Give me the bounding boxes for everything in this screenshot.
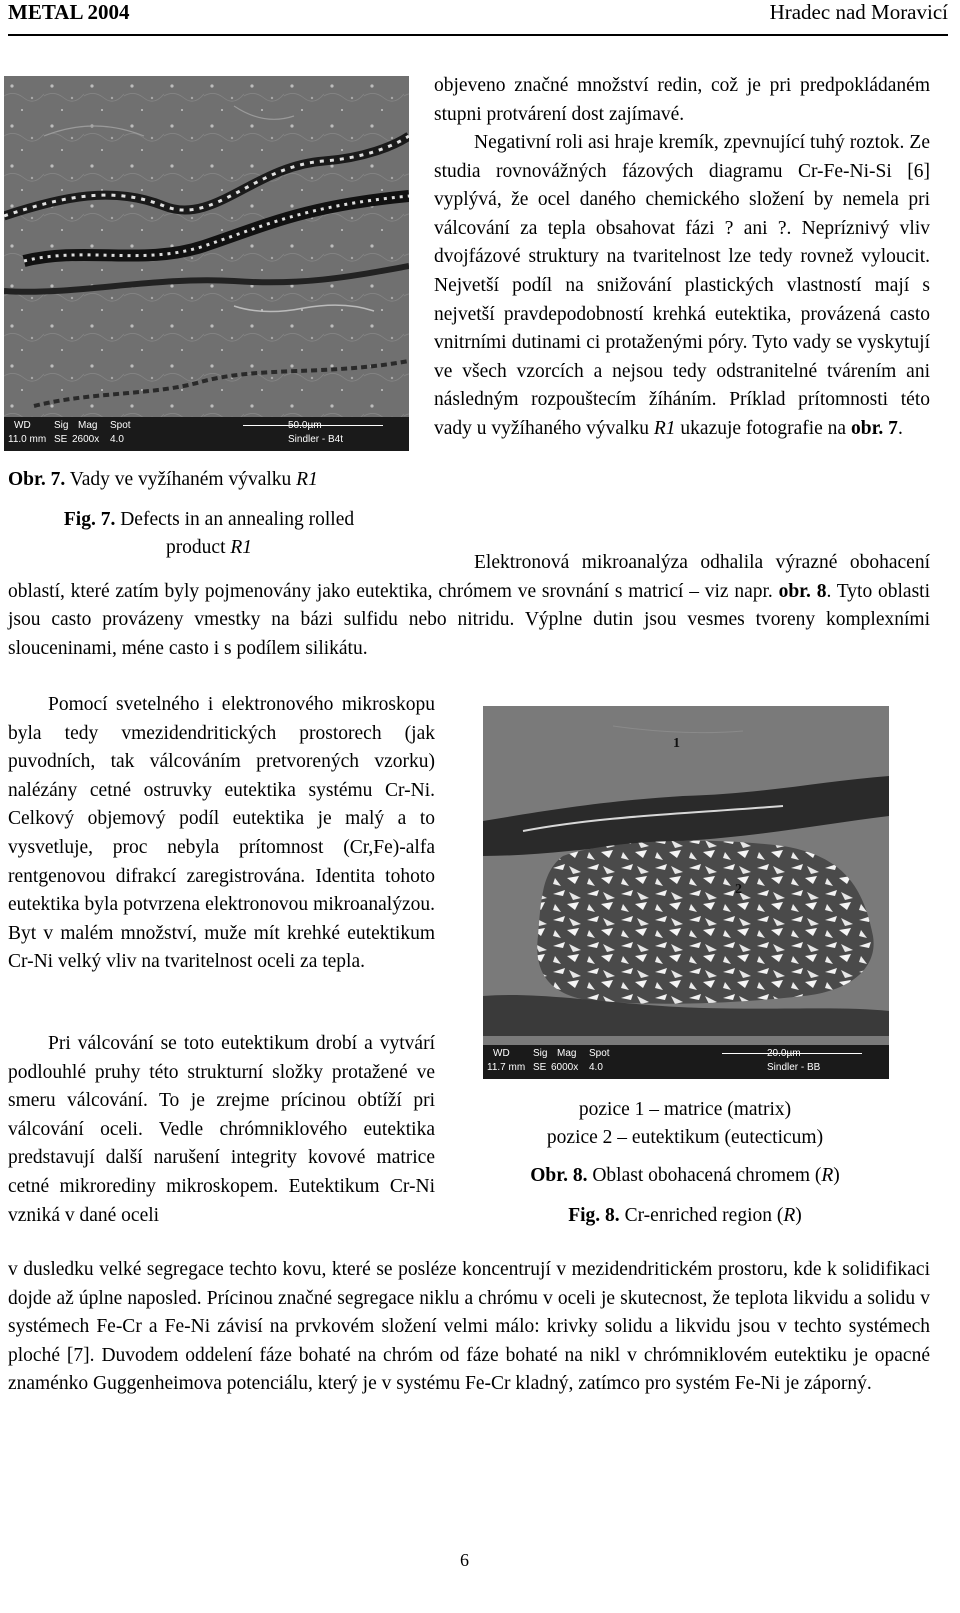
- sem-label-mag: Mag: [557, 1048, 577, 1059]
- figure-8-end-en: ): [795, 1205, 802, 1226]
- figure-7-label-en: Fig. 7.: [63, 509, 116, 530]
- figure-7-text-en-1: Defects in an annealing rolled: [120, 509, 355, 530]
- figure-8-sample-en: R: [783, 1205, 796, 1226]
- paragraph-full-1-text: Elektronová mikroanalýza odhalila výrazné obohacení oblastí, které zatím byly pojmenovány jako eutektika, chrómem ve srovnání s matricí – viz napr.: [8, 552, 930, 602]
- sem-value-sig: SE: [54, 434, 68, 445]
- figure-7-sem-bar: [8, 419, 408, 449]
- header-rule: [8, 34, 948, 36]
- paragraph-col-right-b: [434, 129, 930, 444]
- figure-7-caption-cz: [8, 466, 408, 494]
- figure-7-sample-en: R1: [230, 537, 253, 558]
- figure-8-legend-2: pozice 2 – eutektikum (eutecticum): [546, 1127, 824, 1148]
- sem-label-spot: Spot: [110, 420, 131, 431]
- sem-label-wd: WD: [14, 420, 31, 431]
- figure-8-sem-bar: [487, 1047, 887, 1077]
- sem-sample-name: Sindler - B4t: [288, 434, 344, 445]
- sem-value-spot: 4.0: [589, 1062, 603, 1073]
- figure-8-label-1: 1: [673, 736, 680, 751]
- figure-8-label-en: Fig. 8.: [568, 1205, 620, 1226]
- figure-7-image: [4, 76, 409, 451]
- figure-8-micrograph: [483, 706, 889, 1079]
- sem-value-spot: 4.0: [110, 434, 124, 445]
- sem-value-mag: 2600x: [72, 434, 100, 445]
- sem-label-wd: WD: [493, 1048, 510, 1059]
- figure-7-label-cz: Obr. 7.: [8, 469, 66, 490]
- sem-scale-label: 50.0µm: [288, 420, 322, 431]
- sem-label-spot: Spot: [589, 1048, 610, 1059]
- figure-8-label-2: 2: [735, 882, 742, 897]
- paragraph-full-1: [8, 549, 930, 663]
- sem-value-wd: 11.7 mm: [487, 1062, 526, 1073]
- sem-label-mag: Mag: [78, 420, 98, 431]
- figure-8-caption-en: [470, 1202, 900, 1230]
- sem-sample-name: Sindler - BB: [767, 1062, 821, 1073]
- figure-7-text-cz: Vady ve vyžíhaném vývalku: [69, 469, 292, 490]
- paragraph-col-right-b-text: Negativní roli asi hraje kremík, zpevnující tuhý roztok. Ze studia rovnovážných fázových diagramu Cr-Fe-Ni-Si [6] vyplývá, že ocel daného chemického složení by nemela pri válcování za tepla obsahovat fázi ? ani ?. Nepríznivý vliv dvojfázové struktury na tvaritelnost lze tedy rovnež vyloucit. Nejvetší podíl na snižování plastických vlastností mají s nejvetší pravdepodobností krehká eutektika, provázená casto vnitrními dutinami ci protaženými póry. Tyto vady se vyskytují ve všech vzorcích a nejsou tedy odstranitelné tvárením ani následným rozpouštecím žíháním. Príklad prítomnosti této vady u vyžíhaného vývalku: [434, 132, 930, 439]
- page-number: 6: [460, 1550, 469, 1570]
- sem-label-sig: Sig: [54, 420, 69, 431]
- paragraph-left-2: Pri válcování se toto eutektikum drobí a vytvárí podlouhlé pruhy této strukturní složky protažené ve smeru válcování. To je zrejme prícinou obtíží pri válcování oceli. Vedle chrómniklového eutektika predstavují další narušení integrity kovové matrice cetné mikrorediny mikroskopem. Eutektikum Cr-Ni vzniká v dané oceli: [8, 1033, 435, 1226]
- header-conference: METAL 2004: [8, 0, 130, 24]
- figure-8-image: [483, 706, 889, 1079]
- sample-r1-ref: R1: [653, 417, 676, 439]
- figure-8-sample-cz: R: [821, 1165, 834, 1186]
- figure-8-caption-cz: [470, 1162, 900, 1190]
- header-location: Hradec nad Moravicí: [769, 0, 948, 24]
- figure-7-reference: obr. 7: [850, 417, 898, 439]
- paragraph-full-1-end: . Tyto oblasti jsou casto provázeny vmestky na bázi sulfidu nebo nitridu. Výplne dutin jsou vesmes tvoreny komplexními slouceninami, méne casto i s podílem silikátu.: [8, 580, 930, 659]
- figure-8-legend-1: pozice 1 – matrice (matrix): [578, 1099, 792, 1120]
- paragraph-col-right-b-tail: ukazuje fotografie na: [680, 417, 847, 439]
- paragraph-full-2: v dusledku velké segregace techto kovu, které se posléze koncentrují v mezidendritickém prostoru, kde k solidifikaci dojde až úplne naposled. Prícinou značné segregace niklu a chrómu v oceli je skutecnost, že teplota likvidu a solidu v systémech Fe-Cr a Fe-Ni závisí na prvkovém složení velmi málo: krivky solidu a likvidu jsou v techto systémech ploché [7]. Duvodem oddelení fáze bohaté na chróm od fáze bohaté na nikl v chrómniklovém eutektiku je opacné znaménko Guggenheimova potenciálu, který je v systému Fe-Cr kladný, zatímco pro systém Fe-Ni je záporný.: [8, 1259, 930, 1395]
- paragraph-col-right-a: objeveno značné množství redin, což je pri predpokládaném stupni protvárení dost zajímavé.: [434, 75, 930, 125]
- sem-label-sig: Sig: [533, 1048, 548, 1059]
- sem-value-sig: SE: [533, 1062, 547, 1073]
- figure-7-text-en-2: product: [165, 537, 226, 558]
- figure-8-label-cz: Obr. 8.: [530, 1165, 588, 1186]
- figure-8-text-en: Cr-enriched region (: [624, 1205, 784, 1226]
- sem-value-wd: 11.0 mm: [8, 434, 47, 445]
- figure-7-micrograph: [4, 76, 409, 451]
- sem-value-mag: 6000x: [551, 1062, 579, 1073]
- paragraph-col-right-b-end: .: [897, 417, 903, 439]
- figure-8-text-cz: Oblast obohacená chromem (: [592, 1165, 822, 1186]
- sem-scale-label: 20.0µm: [767, 1048, 801, 1059]
- figure-8-reference: obr. 8: [778, 580, 827, 602]
- figure-8-end-cz: ): [833, 1165, 840, 1186]
- figure-7-sample-cz: R1: [296, 469, 318, 490]
- paragraph-left-1: Pomocí svetelného i elektronového mikroskopu byla tedy vmezidendritických prostorech (jak puvodních, tak válcováním pretvorených vzorku) nalézány cetné ostruvky eutektika systému Cr-Ni. Celkový objemový podíl eutektika je malý a to vysvetluje, proc nebyla prítomnost (Cr,Fe)-alfa rentgenovou difrakcí zaregistrována. Identita tohoto eutektika byla potvrzena elektronovou mikroanalýzou. Byt v malém množství, muže mít krehké eutektikum Cr-Ni velký vliv na tvaritelnost oceli za tepla.: [8, 694, 435, 973]
